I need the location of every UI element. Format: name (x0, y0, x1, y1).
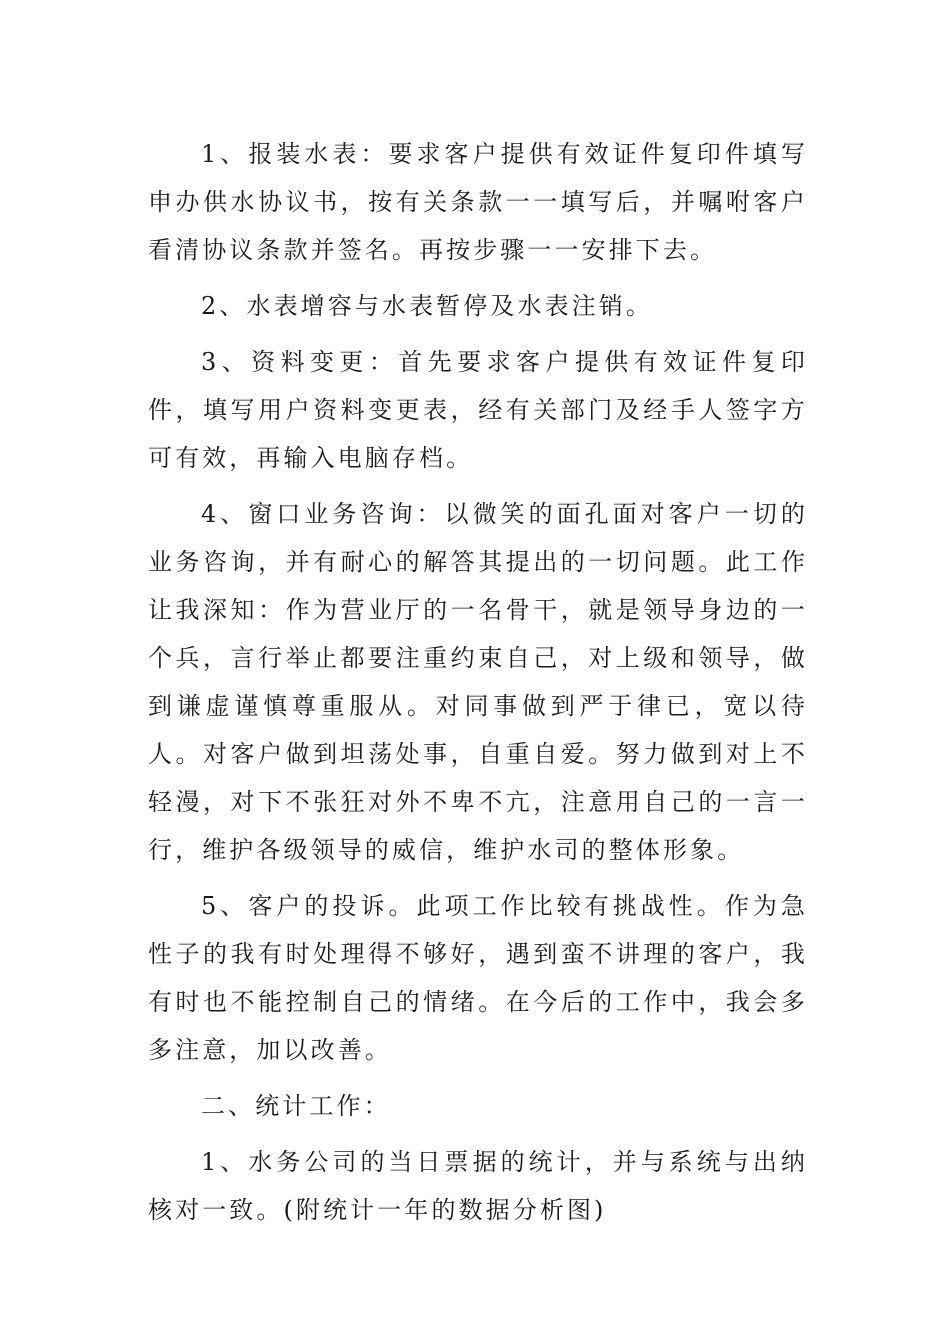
paragraph-customer-complaints: 5、客户的投诉。此项工作比较有挑战性。作为急性子的我有时处理得不够好，遇到蛮不讲理的客户，我有时也不能控制自己的情绪。在今后的工作中，我会多多注意，加以改善。 (148, 892, 808, 1064)
paragraph-window-consultation: 4、窗口业务咨询：以微笑的面孔面对客户一切的业务咨询，并有耐心的解答其提出的一切问题。此工作让我深知：作为营业厅的一名骨干，就是领导身边的一个兵，言行举止都要注重约束自己，对上级和领导，做到谦虚谨慎尊重服从。对同事做到严于律已，宽以待人。对客户做到坦荡处事，自重自爱。努力做到对上不轻漫，对下不张狂对外不卑不亢，注意用自己的一言一行，维护各级领导的威信，维护水司的整体形象。 (148, 500, 808, 864)
paragraph-daily-receipts: 1、水务公司的当日票据的统计，并与系统与出纳核对一致。(附统计一年的数据分析图) (148, 1148, 808, 1224)
section-heading-statistics: 二、统计工作： (201, 1092, 391, 1120)
paragraph-data-change: 3、资料变更：首先要求客户提供有效证件复印件，填写用户资料变更表，经有关部门及经手人签字方可有效，再输入电脑存档。 (148, 348, 808, 472)
paragraph-meter-installation: 1、报装水表：要求客户提供有效证件复印件填写申办供水协议书，按有关条款一一填写后，并嘱咐客户看清协议条款并签名。再按步骤一一安排下去。 (148, 140, 808, 264)
document-body (148, 130, 808, 1242)
paragraph-meter-capacity: 2、水表增容与水表暂停及水表注销。 (201, 292, 653, 320)
